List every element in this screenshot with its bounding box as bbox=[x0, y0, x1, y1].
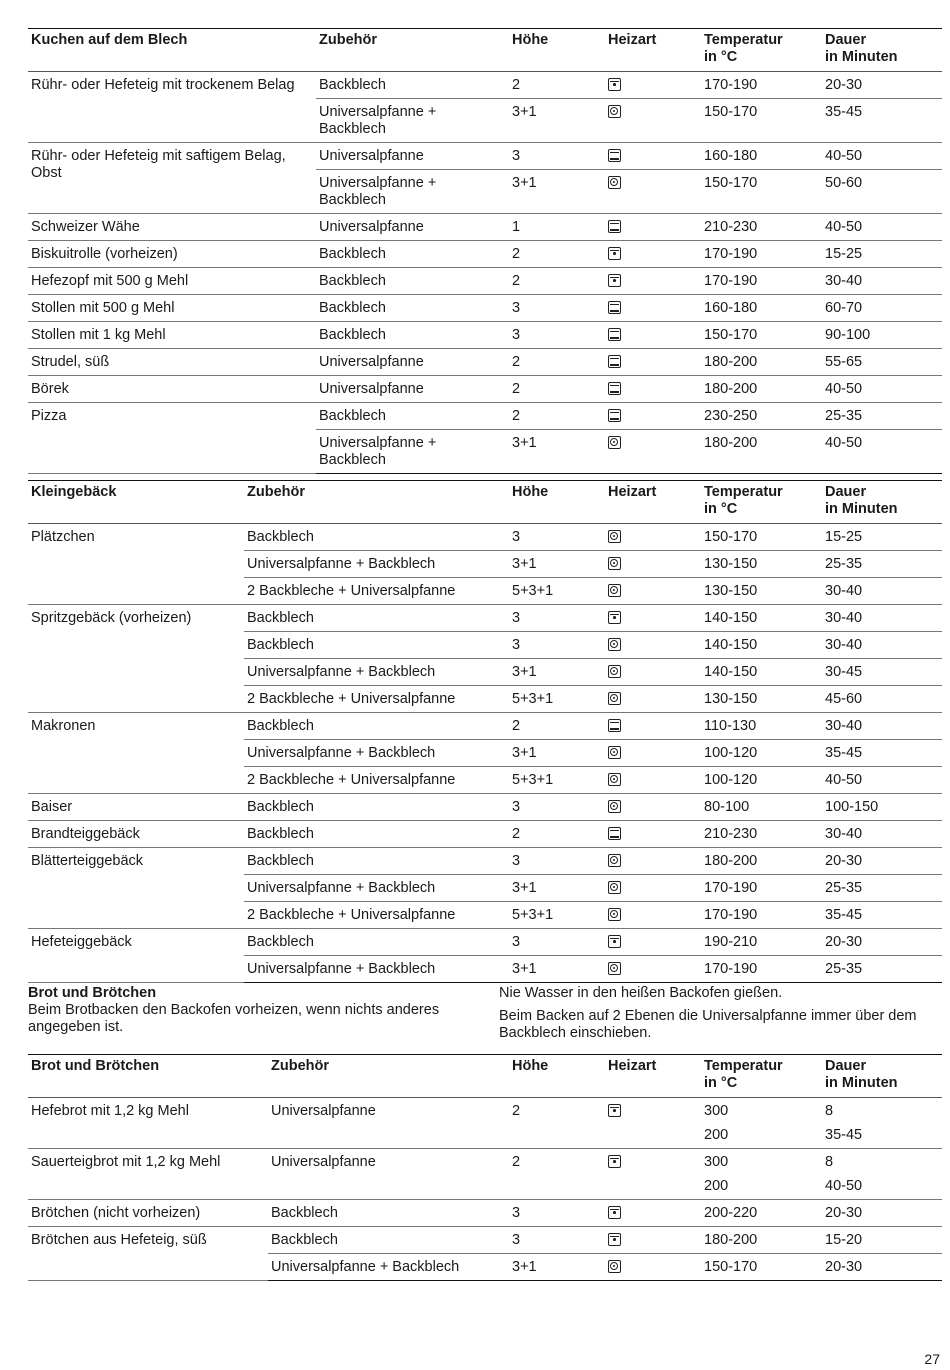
fan-heat-icon bbox=[608, 1260, 621, 1273]
level-cell: 3 bbox=[509, 295, 605, 322]
accessory-cell: Universalpfanne bbox=[268, 1098, 509, 1149]
accessory-cell: 2 Backbleche + Universalpfanne bbox=[244, 767, 509, 794]
duration-cell: 20-30 bbox=[822, 848, 942, 875]
level-cell: 5+3+1 bbox=[509, 578, 605, 605]
hot-air-eco-icon bbox=[608, 935, 621, 948]
dish-cell: Schweizer Wähe bbox=[28, 214, 316, 241]
heating-cell bbox=[605, 214, 701, 241]
temperature-cell: 230-250 bbox=[701, 403, 822, 430]
level-cell: 3 bbox=[509, 1200, 605, 1227]
fan-heat-icon bbox=[608, 800, 621, 813]
heating-cell bbox=[605, 72, 701, 99]
level-cell: 5+3+1 bbox=[509, 902, 605, 929]
hot-air-eco-icon bbox=[608, 274, 621, 287]
table-row bbox=[28, 929, 942, 956]
duration-cell: 20-30 bbox=[822, 1200, 942, 1227]
temperature-cell: 150-170 bbox=[701, 1254, 822, 1281]
duration-value: 8 bbox=[825, 1103, 834, 1119]
fan-heat-icon bbox=[608, 176, 621, 189]
accessory-cell: Universalpfanne + Backblech bbox=[244, 659, 509, 686]
fan-heat-icon bbox=[608, 436, 621, 449]
accessory-cell: Universalpfanne + Backblech bbox=[268, 1254, 509, 1281]
temperature-value: 300 bbox=[704, 1103, 729, 1119]
column-header: Höhe bbox=[509, 481, 605, 524]
dish-cell: Biskuitrolle (vorheizen) bbox=[28, 241, 316, 268]
heating-cell bbox=[605, 794, 701, 821]
temperature-cell: 180-200 bbox=[701, 1227, 822, 1254]
accessory-cell: Universalpfanne + Backblech bbox=[244, 956, 509, 983]
table-row bbox=[28, 794, 942, 821]
level-cell: 2 bbox=[509, 403, 605, 430]
temperature-cell: 190-210 bbox=[701, 929, 822, 956]
table-row bbox=[28, 1200, 942, 1227]
temperature-cell: 110-130 bbox=[701, 713, 822, 740]
table-row bbox=[28, 821, 942, 848]
duration-cell: 35-45 bbox=[822, 902, 942, 929]
heating-cell bbox=[605, 713, 701, 740]
dish-cell: Sauerteigbrot mit 1,2 kg Mehl bbox=[28, 1149, 268, 1200]
level-cell: 3+1 bbox=[509, 875, 605, 902]
duration-cell: 30-40 bbox=[822, 713, 942, 740]
accessory-cell: Universalpfanne + Backblech bbox=[244, 551, 509, 578]
heating-cell bbox=[605, 295, 701, 322]
level-cell: 2 bbox=[509, 349, 605, 376]
dish-cell: Blätterteiggebäck bbox=[28, 848, 244, 929]
fan-heat-icon bbox=[608, 854, 621, 867]
temperature-cell: 100-120 bbox=[701, 740, 822, 767]
dish-cell: Strudel, süß bbox=[28, 349, 316, 376]
dish-cell: Brötchen (nicht vorheizen) bbox=[28, 1200, 268, 1227]
duration-cell: 30-40 bbox=[822, 821, 942, 848]
accessory-cell: Backblech bbox=[316, 295, 509, 322]
heating-cell bbox=[605, 821, 701, 848]
duration-cell: 100-150 bbox=[822, 794, 942, 821]
duration-cell: 25-35 bbox=[822, 956, 942, 983]
dish-cell: Rühr- oder Hefeteig mit trockenem Belag bbox=[28, 72, 316, 143]
heating-cell bbox=[605, 143, 701, 170]
temperature-cell: 140-150 bbox=[701, 632, 822, 659]
fan-heat-icon bbox=[608, 557, 621, 570]
duration-cell: 30-40 bbox=[822, 632, 942, 659]
duration-cell: 60-70 bbox=[822, 295, 942, 322]
heating-cell bbox=[605, 551, 701, 578]
level-cell: 2 bbox=[509, 241, 605, 268]
baking-table-kuchen bbox=[28, 28, 942, 474]
dish-cell: Hefebrot mit 1,2 kg Mehl bbox=[28, 1098, 268, 1149]
heating-cell bbox=[605, 1227, 701, 1254]
temperature-cell: 210-230 bbox=[701, 821, 822, 848]
accessory-cell: 2 Backbleche + Universalpfanne bbox=[244, 578, 509, 605]
duration-cell: 30-40 bbox=[822, 578, 942, 605]
table-row bbox=[28, 241, 942, 268]
accessory-cell: Universalpfanne + Backblech bbox=[316, 430, 509, 474]
dish-cell: Spritzgebäck (vorheizen) bbox=[28, 605, 244, 713]
dish-cell: Pizza bbox=[28, 403, 316, 474]
level-cell: 1 bbox=[509, 214, 605, 241]
hot-air-eco-icon bbox=[608, 1104, 621, 1117]
fan-heat-icon bbox=[608, 530, 621, 543]
table-row bbox=[28, 72, 942, 99]
duration-cell: 90-100 bbox=[822, 322, 942, 349]
column-header: Höhe bbox=[509, 1055, 605, 1098]
bread-intro-left bbox=[28, 985, 468, 1036]
heating-cell bbox=[605, 848, 701, 875]
duration-cell: 35-45 bbox=[822, 99, 942, 143]
duration-cell bbox=[822, 1098, 942, 1149]
temperature-cell bbox=[701, 1098, 822, 1149]
level-cell: 2 bbox=[509, 1098, 605, 1149]
accessory-cell: Backblech bbox=[316, 72, 509, 99]
heating-cell bbox=[605, 632, 701, 659]
temperature-cell: 150-170 bbox=[701, 170, 822, 214]
accessory-cell: Backblech bbox=[244, 848, 509, 875]
dish-cell: Börek bbox=[28, 376, 316, 403]
table-row bbox=[28, 1227, 942, 1254]
column-header: Zubehör bbox=[316, 29, 509, 72]
temperature-cell: 150-170 bbox=[701, 322, 822, 349]
level-cell: 3+1 bbox=[509, 740, 605, 767]
heating-cell bbox=[605, 686, 701, 713]
heating-cell bbox=[605, 524, 701, 551]
heating-cell bbox=[605, 605, 701, 632]
level-cell: 3+1 bbox=[509, 956, 605, 983]
table-header bbox=[28, 481, 942, 524]
temperature-value: 200 bbox=[704, 1127, 729, 1143]
accessory-cell: Universalpfanne bbox=[316, 214, 509, 241]
temperature-cell: 170-190 bbox=[701, 72, 822, 99]
column-header: Dauer in Minuten bbox=[822, 29, 942, 72]
table-row bbox=[28, 295, 942, 322]
temperature-cell: 180-200 bbox=[701, 376, 822, 403]
accessory-cell: Backblech bbox=[244, 524, 509, 551]
heating-cell bbox=[605, 659, 701, 686]
level-cell: 3+1 bbox=[509, 551, 605, 578]
top-bottom-heat-icon bbox=[608, 220, 621, 233]
temperature-cell: 160-180 bbox=[701, 295, 822, 322]
column-header: Heizart bbox=[605, 29, 701, 72]
heating-cell bbox=[605, 376, 701, 403]
level-cell: 3 bbox=[509, 848, 605, 875]
duration-cell: 15-25 bbox=[822, 524, 942, 551]
accessory-cell: Backblech bbox=[244, 632, 509, 659]
heating-cell bbox=[605, 430, 701, 474]
column-header: Dauer in Minuten bbox=[822, 1055, 942, 1098]
temperature-cell: 140-150 bbox=[701, 605, 822, 632]
fan-heat-icon bbox=[608, 746, 621, 759]
accessory-cell: Backblech bbox=[244, 794, 509, 821]
duration-value: 40-50 bbox=[825, 1178, 863, 1194]
table-row bbox=[28, 848, 942, 875]
table-header bbox=[28, 1055, 942, 1098]
duration-cell: 20-30 bbox=[822, 1254, 942, 1281]
level-cell: 3 bbox=[509, 632, 605, 659]
temperature-cell: 180-200 bbox=[701, 349, 822, 376]
temperature-value: 300 bbox=[704, 1154, 729, 1170]
level-cell: 2 bbox=[509, 376, 605, 403]
top-bottom-heat-icon bbox=[608, 409, 621, 422]
heating-cell bbox=[605, 268, 701, 295]
temperature-value: 200 bbox=[704, 1178, 729, 1194]
dish-cell: Plätzchen bbox=[28, 524, 244, 605]
temperature-cell: 80-100 bbox=[701, 794, 822, 821]
section-note: Beim Backen auf 2 Ebenen die Universalpfanne immer über dem Backblech einschieben. bbox=[499, 1008, 917, 1041]
accessory-cell: Backblech bbox=[316, 322, 509, 349]
baking-table-kleingebaeck bbox=[28, 480, 942, 983]
heating-cell bbox=[605, 578, 701, 605]
table-row bbox=[28, 376, 942, 403]
level-cell: 3 bbox=[509, 143, 605, 170]
level-cell: 3 bbox=[509, 1227, 605, 1254]
level-cell: 5+3+1 bbox=[509, 767, 605, 794]
level-cell: 3 bbox=[509, 322, 605, 349]
page-number: 27 bbox=[924, 1351, 940, 1367]
table-row bbox=[28, 524, 942, 551]
fan-heat-icon bbox=[608, 881, 621, 894]
table-row bbox=[28, 1149, 942, 1200]
accessory-cell: Universalpfanne + Backblech bbox=[316, 170, 509, 214]
fan-heat-icon bbox=[608, 773, 621, 786]
top-bottom-heat-icon bbox=[608, 382, 621, 395]
duration-cell: 20-30 bbox=[822, 72, 942, 99]
top-bottom-heat-icon bbox=[608, 328, 621, 341]
duration-cell: 30-40 bbox=[822, 268, 942, 295]
level-cell: 3+1 bbox=[509, 170, 605, 214]
duration-cell: 20-30 bbox=[822, 929, 942, 956]
table-row bbox=[28, 1098, 942, 1149]
duration-cell: 25-35 bbox=[822, 875, 942, 902]
fan-heat-icon bbox=[608, 962, 621, 975]
duration-cell bbox=[822, 1149, 942, 1200]
duration-cell: 25-35 bbox=[822, 403, 942, 430]
dish-cell: Stollen mit 500 g Mehl bbox=[28, 295, 316, 322]
top-bottom-heat-icon bbox=[608, 149, 621, 162]
dish-cell: Baiser bbox=[28, 794, 244, 821]
temperature-cell: 130-150 bbox=[701, 686, 822, 713]
dish-cell: Makronen bbox=[28, 713, 244, 794]
heating-cell bbox=[605, 403, 701, 430]
accessory-cell: Universalpfanne + Backblech bbox=[244, 875, 509, 902]
fan-heat-icon bbox=[608, 665, 621, 678]
section-note: Nie Wasser in den heißen Backofen gießen. bbox=[499, 985, 783, 1001]
accessory-cell: Universalpfanne bbox=[316, 143, 509, 170]
temperature-cell: 170-190 bbox=[701, 902, 822, 929]
heating-cell bbox=[605, 1098, 701, 1149]
heating-cell bbox=[605, 1254, 701, 1281]
accessory-cell: Backblech bbox=[244, 605, 509, 632]
duration-cell: 45-60 bbox=[822, 686, 942, 713]
temperature-cell: 170-190 bbox=[701, 875, 822, 902]
accessory-cell: Universalpfanne bbox=[268, 1149, 509, 1200]
heating-cell bbox=[605, 170, 701, 214]
table-row bbox=[28, 268, 942, 295]
duration-cell: 40-50 bbox=[822, 767, 942, 794]
accessory-cell: Universalpfanne + Backblech bbox=[316, 99, 509, 143]
duration-cell: 35-45 bbox=[822, 740, 942, 767]
table-row bbox=[28, 143, 942, 170]
accessory-cell: Backblech bbox=[268, 1200, 509, 1227]
temperature-cell: 100-120 bbox=[701, 767, 822, 794]
accessory-cell: Universalpfanne + Backblech bbox=[244, 740, 509, 767]
level-cell: 3 bbox=[509, 524, 605, 551]
heating-cell bbox=[605, 1149, 701, 1200]
hot-air-eco-icon bbox=[608, 1206, 621, 1219]
level-cell: 3 bbox=[509, 605, 605, 632]
accessory-cell: Universalpfanne bbox=[316, 376, 509, 403]
level-cell: 5+3+1 bbox=[509, 686, 605, 713]
level-cell: 3 bbox=[509, 794, 605, 821]
accessory-cell: 2 Backbleche + Universalpfanne bbox=[244, 686, 509, 713]
fan-heat-icon bbox=[608, 105, 621, 118]
temperature-cell: 210-230 bbox=[701, 214, 822, 241]
duration-cell: 40-50 bbox=[822, 214, 942, 241]
column-header: Höhe bbox=[509, 29, 605, 72]
accessory-cell: Backblech bbox=[244, 929, 509, 956]
bread-intro-right bbox=[499, 985, 939, 1042]
column-header: Zubehör bbox=[268, 1055, 509, 1098]
level-cell: 3+1 bbox=[509, 99, 605, 143]
fan-heat-icon bbox=[608, 638, 621, 651]
heating-cell bbox=[605, 740, 701, 767]
level-cell: 3+1 bbox=[509, 430, 605, 474]
heating-cell bbox=[605, 875, 701, 902]
column-header: Temperatur in °C bbox=[701, 29, 822, 72]
column-header: Temperatur in °C bbox=[701, 481, 822, 524]
column-header: Temperatur in °C bbox=[701, 1055, 822, 1098]
duration-cell: 30-40 bbox=[822, 605, 942, 632]
level-cell: 2 bbox=[509, 713, 605, 740]
section-note: Beim Brotbacken den Backofen vorheizen, wenn nichts anderes angegeben ist. bbox=[28, 1002, 440, 1035]
column-header: Heizart bbox=[605, 481, 701, 524]
top-bottom-heat-icon bbox=[608, 719, 621, 732]
duration-cell: 25-35 bbox=[822, 551, 942, 578]
hot-air-eco-icon bbox=[608, 1155, 621, 1168]
accessory-cell: Backblech bbox=[316, 241, 509, 268]
duration-cell: 55-65 bbox=[822, 349, 942, 376]
fan-heat-icon bbox=[608, 692, 621, 705]
heating-cell bbox=[605, 322, 701, 349]
duration-value: 35-45 bbox=[825, 1127, 863, 1143]
top-bottom-heat-icon bbox=[608, 301, 621, 314]
column-header: Brot und Brötchen bbox=[28, 1055, 268, 1098]
heating-cell bbox=[605, 902, 701, 929]
heating-cell bbox=[605, 956, 701, 983]
duration-cell: 30-45 bbox=[822, 659, 942, 686]
accessory-cell: Backblech bbox=[268, 1227, 509, 1254]
temperature-cell: 180-200 bbox=[701, 430, 822, 474]
table-row bbox=[28, 214, 942, 241]
heating-cell bbox=[605, 241, 701, 268]
column-header: Zubehör bbox=[244, 481, 509, 524]
fan-heat-icon bbox=[608, 584, 621, 597]
table-header bbox=[28, 29, 942, 72]
level-cell: 3+1 bbox=[509, 1254, 605, 1281]
column-header: Dauer in Minuten bbox=[822, 481, 942, 524]
temperature-cell: 180-200 bbox=[701, 848, 822, 875]
dish-cell: Hefeteiggebäck bbox=[28, 929, 244, 983]
hot-air-eco-icon bbox=[608, 247, 621, 260]
level-cell: 2 bbox=[509, 72, 605, 99]
top-bottom-heat-icon bbox=[608, 355, 621, 368]
duration-value: 8 bbox=[825, 1154, 834, 1170]
level-cell: 2 bbox=[509, 268, 605, 295]
heating-cell bbox=[605, 99, 701, 143]
hot-air-eco-icon bbox=[608, 78, 621, 91]
dish-cell: Stollen mit 1 kg Mehl bbox=[28, 322, 316, 349]
temperature-cell: 150-170 bbox=[701, 99, 822, 143]
heating-cell bbox=[605, 1200, 701, 1227]
duration-cell: 40-50 bbox=[822, 376, 942, 403]
column-header: Heizart bbox=[605, 1055, 701, 1098]
level-cell: 2 bbox=[509, 821, 605, 848]
duration-cell: 40-50 bbox=[822, 430, 942, 474]
dish-cell: Hefezopf mit 500 g Mehl bbox=[28, 268, 316, 295]
temperature-cell: 170-190 bbox=[701, 956, 822, 983]
temperature-cell: 150-170 bbox=[701, 524, 822, 551]
level-cell: 3+1 bbox=[509, 659, 605, 686]
temperature-cell: 140-150 bbox=[701, 659, 822, 686]
duration-cell: 15-25 bbox=[822, 241, 942, 268]
dish-cell: Rühr- oder Hefeteig mit saftigem Belag, Obst bbox=[28, 143, 316, 214]
table-row bbox=[28, 713, 942, 740]
hot-air-eco-icon bbox=[608, 1233, 621, 1246]
temperature-cell: 170-190 bbox=[701, 268, 822, 295]
temperature-cell: 200-220 bbox=[701, 1200, 822, 1227]
accessory-cell: Backblech bbox=[316, 268, 509, 295]
temperature-cell bbox=[701, 1149, 822, 1200]
accessory-cell: Universalpfanne bbox=[316, 349, 509, 376]
accessory-cell: Backblech bbox=[244, 713, 509, 740]
column-header: Kleingebäck bbox=[28, 481, 244, 524]
temperature-cell: 130-150 bbox=[701, 578, 822, 605]
heating-cell bbox=[605, 767, 701, 794]
duration-cell: 50-60 bbox=[822, 170, 942, 214]
accessory-cell: Backblech bbox=[316, 403, 509, 430]
table-row bbox=[28, 605, 942, 632]
duration-cell: 15-20 bbox=[822, 1227, 942, 1254]
temperature-cell: 160-180 bbox=[701, 143, 822, 170]
level-cell: 2 bbox=[509, 1149, 605, 1200]
table-row bbox=[28, 403, 942, 430]
temperature-cell: 130-150 bbox=[701, 551, 822, 578]
dish-cell: Brandteiggebäck bbox=[28, 821, 244, 848]
dish-cell: Brötchen aus Hefeteig, süß bbox=[28, 1227, 268, 1281]
accessory-cell: 2 Backbleche + Universalpfanne bbox=[244, 902, 509, 929]
heating-cell bbox=[605, 929, 701, 956]
column-header: Kuchen auf dem Blech bbox=[28, 29, 316, 72]
heating-cell bbox=[605, 349, 701, 376]
temperature-cell: 170-190 bbox=[701, 241, 822, 268]
duration-cell: 40-50 bbox=[822, 143, 942, 170]
section-heading: Brot und Brötchen bbox=[28, 985, 157, 1001]
accessory-cell: Backblech bbox=[244, 821, 509, 848]
top-bottom-heat-icon bbox=[608, 827, 621, 840]
hot-air-eco-icon bbox=[608, 611, 621, 624]
table-row bbox=[28, 322, 942, 349]
baking-table-brot bbox=[28, 1054, 942, 1281]
level-cell: 3 bbox=[509, 929, 605, 956]
fan-heat-icon bbox=[608, 908, 621, 921]
table-row bbox=[28, 349, 942, 376]
